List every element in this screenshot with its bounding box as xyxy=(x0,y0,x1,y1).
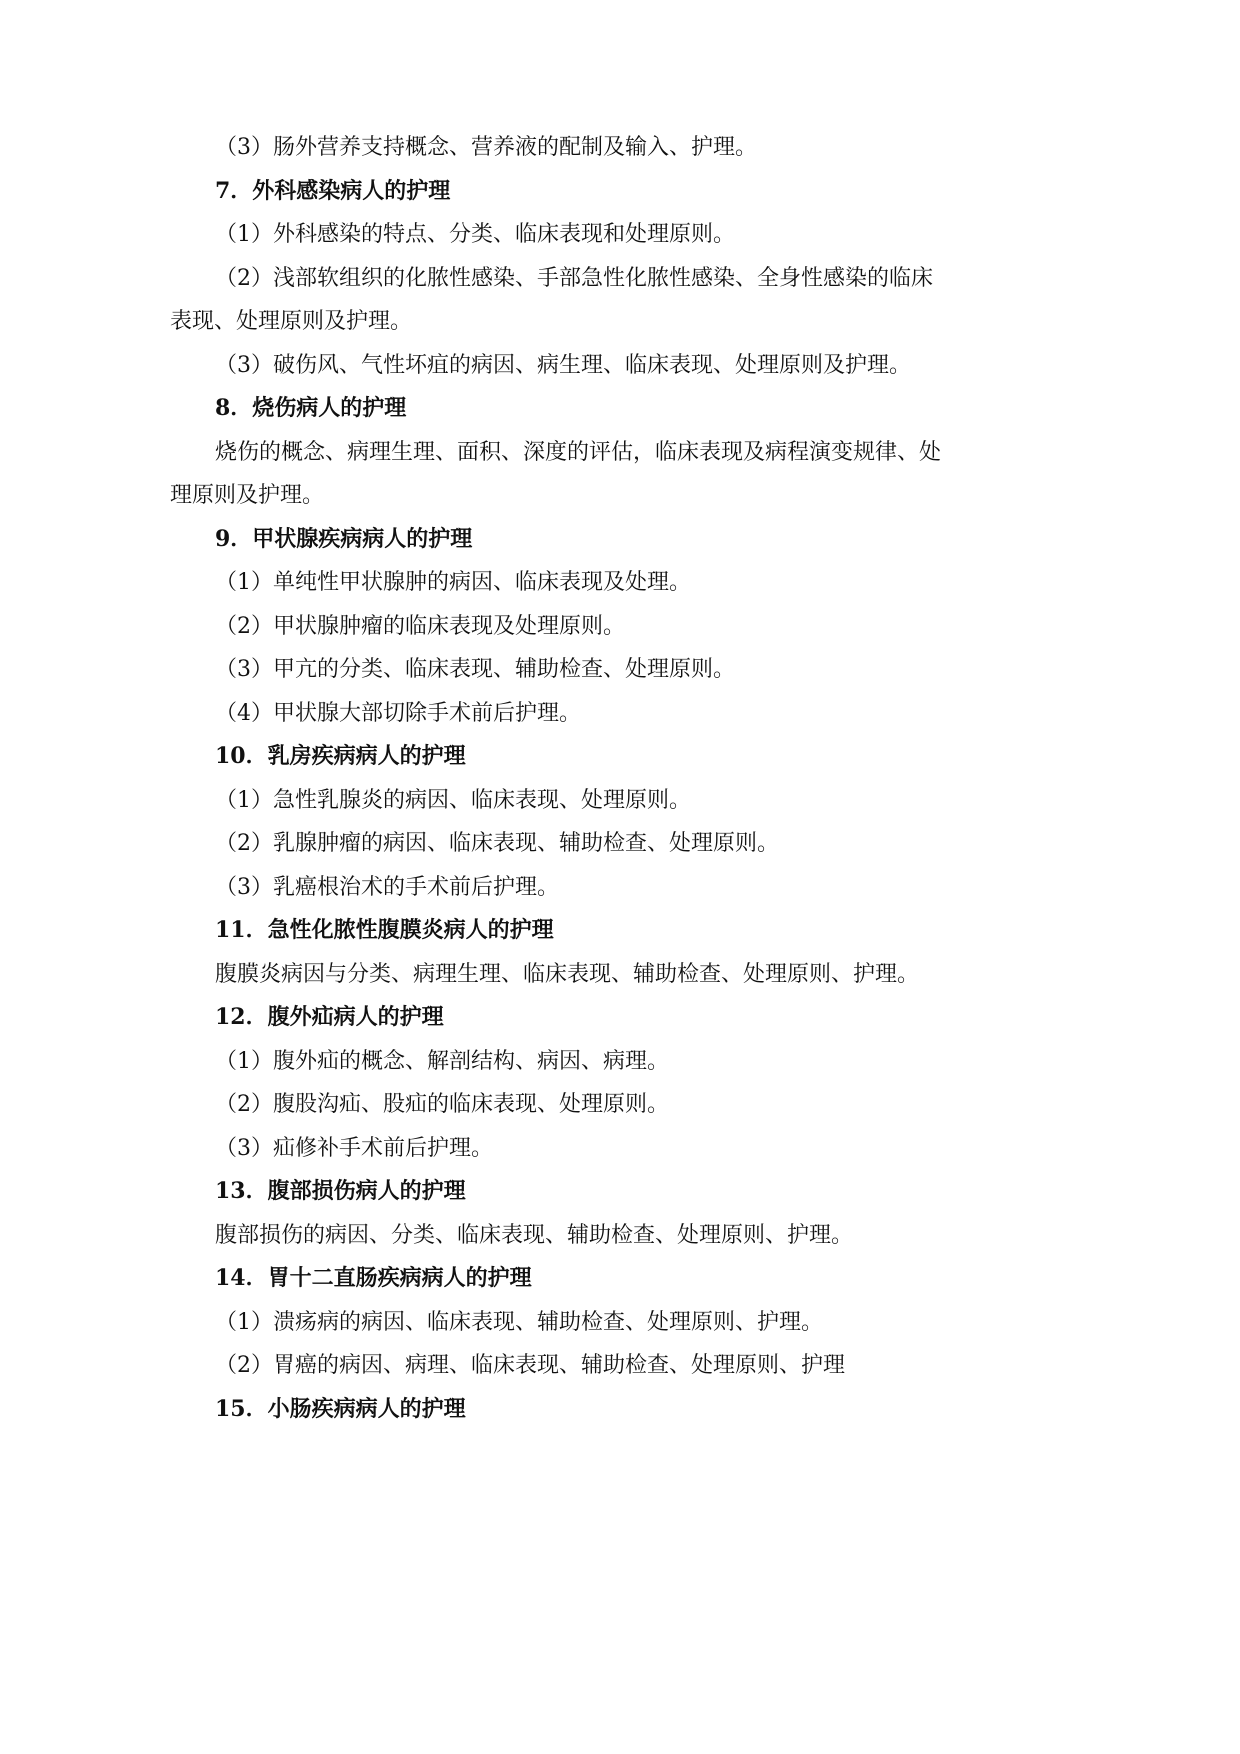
paragraph: （1）急性乳腺炎的病因、临床表现、处理原则。 xyxy=(215,787,691,813)
paragraph: （3）肠外营养支持概念、营养液的配制及输入、护理。 xyxy=(215,135,757,160)
paragraph: （2）浅部软组织的化脓性感染、手部急性化脓性感染、全身性感染的临床表现、处理原则及护理。 xyxy=(170,265,933,334)
paragraph: （2）甲状腺肿瘤的临床表现及处理原则。 xyxy=(215,613,625,639)
paragraph: （3）疝修补手术前后护理。 xyxy=(215,1135,493,1161)
paragraph: 腹部损伤的病因、分类、临床表现、辅助检查、处理原则、护理。 xyxy=(215,1222,854,1248)
paragraph: （1）腹外疝的概念、解剖结构、病因、病理。 xyxy=(215,1048,669,1074)
section-heading: 12．腹外疝病人的护理 xyxy=(215,1004,444,1030)
paragraph: （3）乳癌根治术的手术前后护理。 xyxy=(215,874,559,900)
paragraph: （2）腹股沟疝、股疝的临床表现、处理原则。 xyxy=(215,1092,669,1117)
paragraph: （1）溃疡病的病因、临床表现、辅助检查、处理原则、护理。 xyxy=(215,1309,823,1335)
paragraph: （3）甲亢的分类、临床表现、辅助检查、处理原则。 xyxy=(215,657,735,682)
paragraph: 烧伤的概念、病理生理、面积、深度的评估，临床表现及病程演变规律、处理原则及护理。 xyxy=(170,439,942,508)
section-heading: 7．外科感染病人的护理 xyxy=(215,177,451,204)
document-body xyxy=(170,126,942,1431)
section-heading: 14．胃十二直肠疾病病人的护理 xyxy=(215,1265,532,1291)
paragraph: （2）胃癌的病因、病理、临床表现、辅助检查、处理原则、护理 xyxy=(215,1353,845,1378)
paragraph: （1）外科感染的特点、分类、临床表现和处理原则。 xyxy=(215,222,735,247)
section-heading: 11．急性化脓性腹膜炎病人的护理 xyxy=(215,917,554,943)
paragraph: （4）甲状腺大部切除手术前后护理。 xyxy=(215,700,581,726)
section-heading: 15．小肠疾病病人的护理 xyxy=(215,1395,466,1422)
section-heading: 13．腹部损伤病人的护理 xyxy=(215,1178,466,1204)
paragraph: （3）破伤风、气性坏疽的病因、病生理、临床表现、处理原则及护理。 xyxy=(215,352,911,378)
paragraph: 腹膜炎病因与分类、病理生理、临床表现、辅助检查、处理原则、护理。 xyxy=(215,961,920,987)
paragraph: （2）乳腺肿瘤的病因、临床表现、辅助检查、处理原则。 xyxy=(215,831,779,856)
section-heading: 8．烧伤病人的护理 xyxy=(215,395,407,421)
paragraph: （1）单纯性甲状腺肿的病因、临床表现及处理。 xyxy=(215,570,691,595)
section-heading: 10．乳房疾病病人的护理 xyxy=(215,743,466,769)
section-heading: 9．甲状腺疾病病人的护理 xyxy=(215,525,473,552)
